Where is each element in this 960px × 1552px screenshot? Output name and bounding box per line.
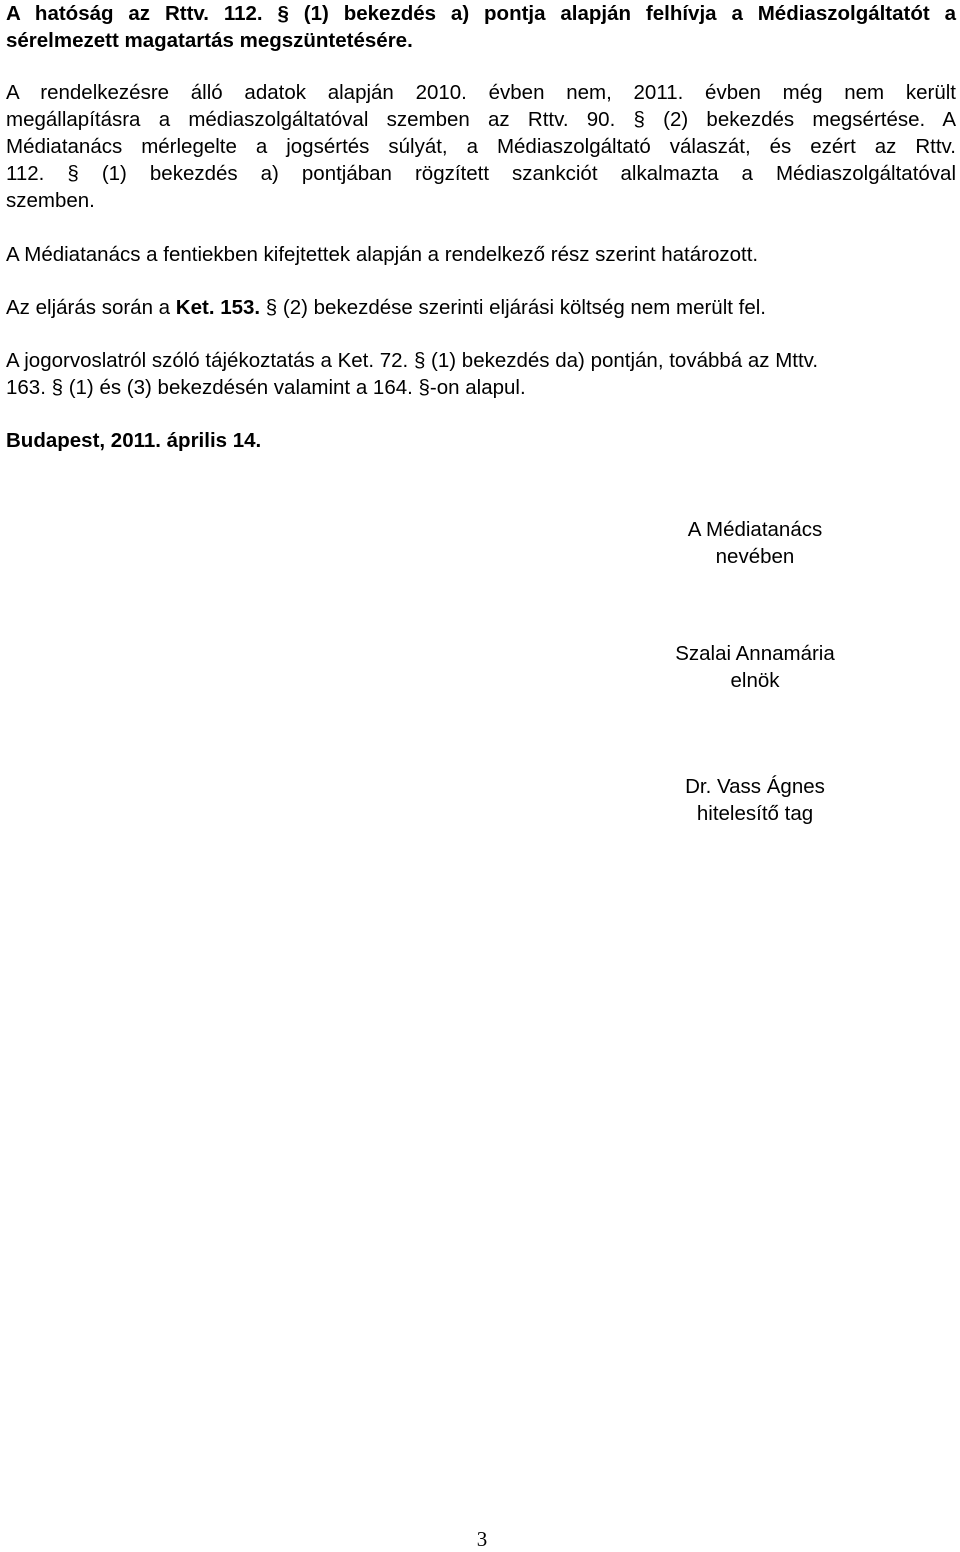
- signature-chair-title: elnök: [730, 669, 780, 692]
- paragraph-1-line-4: 112. § (1) bekezdés a) pontjában rögzített szankciót alkalmazta a Médiaszolgáltatóval: [6, 162, 956, 185]
- procedural-costs-text-start: Az eljárás során a: [6, 296, 176, 319]
- procedural-costs-bold-reference: Ket. 153.: [175, 296, 261, 319]
- paragraph-1-line-1: A rendelkezésre álló adatok alapján 2010. évben nem, 2011. évben még nem került: [6, 81, 956, 104]
- signature-block-council: [560, 516, 950, 570]
- paragraph-1-line-3: Médiatanács mérlegelte a jogsértés súlyát, a Médiaszolgáltató válaszát, és ezért az Rttv.: [6, 135, 956, 158]
- page-number: 3: [476, 1527, 488, 1551]
- sanction-justification-paragraph: [6, 79, 956, 214]
- procedural-costs-paragraph: [6, 294, 956, 321]
- signature-authenticator-title: hitelesítő tag: [696, 802, 814, 825]
- place-and-date: Budapest, 2011. április 14.: [6, 429, 262, 452]
- legal-remedy-line-1: A jogorvoslatról szóló tájékoztatás a Ket. 72. § (1) bekezdés da) pontján, továbbá az Mttv.: [6, 349, 819, 372]
- signature-council-line-1: A Médiatanács: [687, 518, 823, 541]
- signature-block-authenticator: [560, 773, 950, 827]
- heading-line-2: sérelmezett magatartás megszüntetésére.: [6, 29, 413, 52]
- decision-basis-paragraph: A Médiatanács a fentiekben kifejtettek alapján a rendelkező rész szerint határozott.: [6, 243, 759, 266]
- paragraph-1-line-5: szemben.: [6, 189, 95, 212]
- signature-block-chair: [560, 640, 950, 694]
- procedural-costs-text-end: § (2) bekezdése szerinti eljárási költség nem merült fel.: [260, 296, 766, 319]
- legal-remedy-paragraph: [6, 347, 956, 401]
- signature-council-line-2: nevében: [715, 545, 795, 568]
- heading-line-1: A hatóság az Rttv. 112. § (1) bekezdés a) pontja alapján felhívja a Médiaszolgáltatót a: [6, 2, 956, 25]
- legal-remedy-line-2: 163. § (1) és (3) bekezdésén valamint a 164. §-on alapul.: [6, 376, 526, 399]
- signature-authenticator-name: Dr. Vass Ágnes: [685, 775, 825, 798]
- resolution-heading: [6, 0, 956, 54]
- paragraph-1-line-2: megállapításra a médiaszolgáltatóval szemben az Rttv. 90. § (2) bekezdés megsértése. A: [6, 108, 956, 131]
- signature-chair-name: Szalai Annamária: [675, 642, 835, 665]
